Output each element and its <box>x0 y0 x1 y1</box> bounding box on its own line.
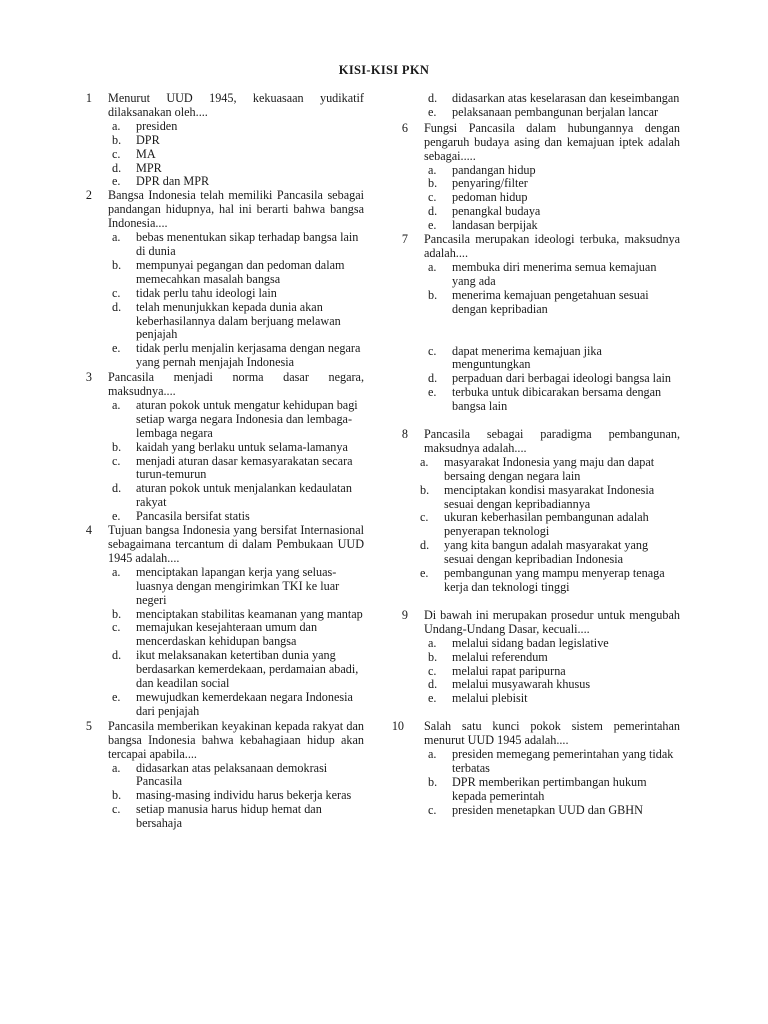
option-item <box>428 637 680 651</box>
option-item <box>428 219 680 233</box>
option-list <box>400 456 680 595</box>
option-list <box>84 566 364 719</box>
option-text: terbuka untuk dibicarakan bersama dengan bangsa lain <box>452 385 662 414</box>
option-item <box>112 231 364 259</box>
question-text: Tujuan bangsa Indonesia yang bersifat Internasional sebagaimana tercantum di dalam Pembukaan UUD 1945 adalah.... <box>108 523 364 565</box>
option-letter: d. <box>112 648 122 663</box>
option-letter: e. <box>112 174 121 189</box>
option-text: tidak perlu tahu ideologi lain <box>136 285 277 300</box>
option-text: pembangunan yang mampu menyerap tenaga kerja dan teknologi tinggi <box>444 566 665 594</box>
option-letter: e. <box>428 218 437 233</box>
option-letter: c. <box>428 190 437 205</box>
option-letter: b. <box>428 287 438 302</box>
option-item <box>112 259 364 287</box>
option-item <box>112 649 364 691</box>
option-text: memajukan kesejahteraan umum dan mencerdaskan kehidupan bangsa <box>136 620 318 649</box>
option-list <box>84 231 364 370</box>
option-item <box>428 289 680 317</box>
option-letter: a. <box>112 760 121 775</box>
question-number: 2 <box>85 188 92 203</box>
option-letter: e. <box>428 691 437 706</box>
question-text: Pancasila sebagai paradigma pembangunan, maksudnya adalah.... <box>424 427 680 455</box>
question-2 <box>84 189 364 370</box>
question-number: 7 <box>401 232 408 247</box>
option-item <box>428 665 680 679</box>
option-text: menciptakan lapangan kerja yang seluas-luasnya dengan mengirimkan TKI ke luar negeri <box>136 564 340 607</box>
option-text: DPR <box>136 132 160 147</box>
option-item <box>112 803 364 831</box>
question-6 <box>400 122 680 233</box>
option-text: mempunyai pegangan dan pedoman dalam memecahkan masalah bangsa <box>136 257 345 286</box>
option-letter: a. <box>420 454 429 469</box>
option-letter: a. <box>428 635 437 650</box>
question-number: 8 <box>401 427 408 442</box>
option-item <box>112 566 364 608</box>
option-letter: e. <box>428 385 437 400</box>
option-text: menciptakan stabilitas keamanan yang mantap <box>136 606 363 621</box>
option-item <box>112 175 364 189</box>
question-10 <box>391 719 680 817</box>
question-number: 10 <box>391 719 404 734</box>
option-letter: a. <box>112 564 121 579</box>
option-item <box>112 134 364 148</box>
option-item <box>428 651 680 665</box>
option-text: menjadi aturan dasar kemasyarakatan secara turun-temurun <box>136 453 353 482</box>
question-text: Pancasila merupakan ideologi terbuka, maksudnya adalah.... <box>424 232 680 260</box>
option-item <box>420 484 680 512</box>
option-item <box>112 301 364 343</box>
option-item <box>112 482 364 510</box>
option-text: dapat menerima kemajuan jika menguntungkan <box>452 343 602 372</box>
option-text: masyarakat Indonesia yang maju dan dapat bersaing dengan negara lain <box>444 454 655 483</box>
option-letter: d. <box>428 91 438 105</box>
option-list <box>84 762 364 832</box>
option-text: presiden memegang pemerintahan yang tidak terbatas <box>452 747 674 775</box>
option-item <box>112 441 364 455</box>
option-letter: b. <box>112 606 122 621</box>
option-text: yang kita bangun adalah masyarakat yang sesuai dengan kepribadian Indonesia <box>444 538 649 567</box>
option-text: MPR <box>136 160 162 175</box>
option-item <box>420 456 680 484</box>
option-item <box>112 162 364 176</box>
option-letter: a. <box>112 118 121 133</box>
option-text: ikut melaksanakan ketertiban dunia yang berdasarkan kemerdekaan, perdamaian abadi, dan keadilan social <box>136 648 359 691</box>
option-text: tidak perlu menjalin kerjasama dengan negara yang pernah menjajah Indonesia <box>136 341 361 370</box>
question-text: Pancasila memberikan keyakinan kepada rakyat dan bangsa Indonesia bahwa kebahagiaan hidup akan tercapai apabila.... <box>108 718 364 761</box>
question-text: Di bawah ini merupakan prosedur untuk mengubah Undang-Undang Dasar, kecuali.... <box>424 607 680 636</box>
option-text: pelaksanaan pembangunan berjalan lancar <box>452 104 659 119</box>
option-list <box>400 164 680 234</box>
question-number: 3 <box>85 370 92 385</box>
option-letter: c. <box>420 510 429 525</box>
option-item <box>112 342 364 370</box>
question-8 <box>400 428 680 595</box>
option-item <box>428 106 680 120</box>
option-letter: b. <box>420 482 430 497</box>
option-letter: b. <box>112 132 122 147</box>
option-letter: e. <box>112 509 121 524</box>
option-letter: d. <box>428 371 438 386</box>
question-5 <box>84 720 364 831</box>
option-item <box>428 372 680 386</box>
option-letter: c. <box>112 285 121 300</box>
option-item <box>428 678 680 692</box>
option-letter: e. <box>428 104 437 119</box>
question-9 <box>400 609 680 706</box>
option-text: presiden <box>136 118 178 133</box>
option-text: pandangan hidup <box>452 162 536 177</box>
option-item <box>428 386 680 414</box>
option-item <box>112 789 364 803</box>
option-item <box>112 621 364 649</box>
option-item <box>420 567 680 595</box>
option-text: presiden menetapkan UUD dan GBHN <box>452 802 643 817</box>
option-item <box>112 399 364 441</box>
question-number: 4 <box>85 523 92 538</box>
option-letter: c. <box>112 620 121 635</box>
option-letter: a. <box>428 162 437 177</box>
option-letter: a. <box>428 747 437 762</box>
option-item <box>428 164 680 178</box>
option-letter: d. <box>112 481 122 496</box>
option-text: melalui sidang badan legislative <box>452 635 609 650</box>
option-item <box>428 191 680 205</box>
option-letter: b. <box>112 439 122 454</box>
option-item <box>428 804 680 818</box>
option-item <box>428 345 680 373</box>
option-text: menerima kemajuan pengetahuan sesuai dengan kepribadian <box>452 287 649 316</box>
page-title: KISI-KISI PKN <box>338 63 430 77</box>
option-text: MA <box>136 146 156 161</box>
option-letter: d. <box>428 677 438 692</box>
option-text: menciptakan kondisi masyarakat Indonesia sesuai dengan kepribadiannya <box>444 482 655 511</box>
option-text: melalui plebisit <box>452 691 528 706</box>
option-letter: e. <box>112 689 121 704</box>
option-letter: c. <box>428 802 437 817</box>
option-text: masing-masing individu harus bekerja keras <box>136 788 352 803</box>
question-text: Bangsa Indonesia telah memiliki Pancasila sebagai pandangan hidupnya, hal ini berarti bahwa bangsa Indonesia.... <box>108 188 364 231</box>
option-letter: b. <box>112 788 122 803</box>
option-list <box>400 748 680 818</box>
option-text: bebas menentukan sikap terhadap bangsa lain di dunia <box>136 230 359 258</box>
option-text: landasan berpijak <box>452 218 538 233</box>
option-text: perpaduan dari berbagai ideologi bangsa lain <box>452 371 671 386</box>
option-text: telah menunjukkan kepada dunia akan keberhasilannya dalam berjuang melawan penjajah <box>136 299 341 342</box>
option-item <box>428 261 680 289</box>
option-text: setiap manusia harus hidup hemat dan bersahaja <box>136 802 322 831</box>
option-list <box>84 120 364 190</box>
option-item <box>112 455 364 483</box>
question-number: 9 <box>401 607 408 622</box>
option-text: kaidah yang berlaku untuk selama-lamanya <box>136 439 348 454</box>
option-text: membuka diri menerima semua kemajuan yang ada <box>452 259 657 288</box>
option-text: pedoman hidup <box>452 190 528 205</box>
option-text: penangkal budaya <box>452 204 541 219</box>
question-1 <box>84 92 364 189</box>
option-letter: c. <box>112 146 121 161</box>
option-letter: e. <box>112 341 121 356</box>
option-letter: b. <box>428 176 438 191</box>
option-letter: d. <box>420 538 430 553</box>
option-letter: b. <box>428 649 438 664</box>
option-item <box>428 92 680 106</box>
option-item <box>112 510 364 524</box>
option-item <box>428 205 680 219</box>
question-number: 5 <box>85 718 92 733</box>
option-letter: b. <box>428 774 438 789</box>
option-item <box>428 776 680 804</box>
option-text: Pancasila bersifat statis <box>136 509 250 524</box>
option-letter: a. <box>112 397 121 412</box>
option-list <box>400 261 680 414</box>
option-letter: c. <box>112 453 121 468</box>
question-3 <box>84 371 364 524</box>
option-text: melalui referendum <box>452 649 548 664</box>
right-column <box>391 91 680 818</box>
option-item <box>112 691 364 719</box>
question-number: 6 <box>401 120 408 135</box>
option-list <box>84 399 364 524</box>
left-column <box>84 92 364 831</box>
option-letter: d. <box>112 299 122 314</box>
option-text: ukuran keberhasilan pembangunan adalah penyerapan teknologi <box>444 510 649 539</box>
option-text: aturan pokok untuk menjalankan kedaulatan rakyat <box>136 481 352 510</box>
option-item <box>112 120 364 134</box>
option-item <box>112 762 364 790</box>
option-text: didasarkan atas pelaksanaan demokrasi Pancasila <box>136 760 328 789</box>
option-letter: d. <box>428 204 438 219</box>
option-text: mewujudkan kemerdekaan negara Indonesia dari penjajah <box>136 689 353 718</box>
option-item <box>428 692 680 706</box>
option-letter: e. <box>420 566 429 581</box>
option-item <box>112 608 364 622</box>
option-text: melalui musyawarah khusus <box>452 677 591 692</box>
question-text: Pancasila menjadi norma dasar negara, maksudnya.... <box>108 370 364 399</box>
option-text: melalui rapat paripurna <box>452 663 566 678</box>
option-text: DPR memberikan pertimbangan hukum kepada pemerintah <box>452 774 647 803</box>
question-7 <box>400 233 680 414</box>
option-letter: c. <box>428 343 437 358</box>
option-text: didasarkan atas keselarasan dan keseimbangan <box>452 91 680 105</box>
option-letter: d. <box>112 160 122 175</box>
option-item <box>420 539 680 567</box>
option-letter: b. <box>112 257 122 272</box>
option-letter: c. <box>112 802 121 817</box>
option-letter: c. <box>428 663 437 678</box>
question-4 <box>84 524 364 719</box>
option-item <box>420 511 680 539</box>
option-item <box>428 177 680 191</box>
option-list-continued <box>400 92 680 120</box>
option-text: penyaring/filter <box>452 176 528 191</box>
question-text: Fungsi Pancasila dalam hubungannya dengan pengaruh budaya asing dan kemajuan iptek adalah sebagai..... <box>424 120 680 163</box>
option-item <box>112 148 364 162</box>
option-item <box>428 748 680 776</box>
question-text: Salah satu kunci pokok sistem pemerintahan menurut UUD 1945 adalah.... <box>424 719 680 748</box>
question-number: 1 <box>85 91 92 105</box>
option-list <box>400 637 680 707</box>
option-text: DPR dan MPR <box>136 174 210 189</box>
option-letter: a. <box>428 259 437 274</box>
option-letter: a. <box>112 230 121 245</box>
question-text: Menurut UUD 1945, kekuasaan yudikatif dilaksanakan oleh.... <box>108 91 364 119</box>
option-text: aturan pokok untuk mengatur kehidupan bagi setiap warga negara Indonesia dan lembaga-lembaga negara <box>136 397 358 440</box>
option-item <box>112 287 364 301</box>
